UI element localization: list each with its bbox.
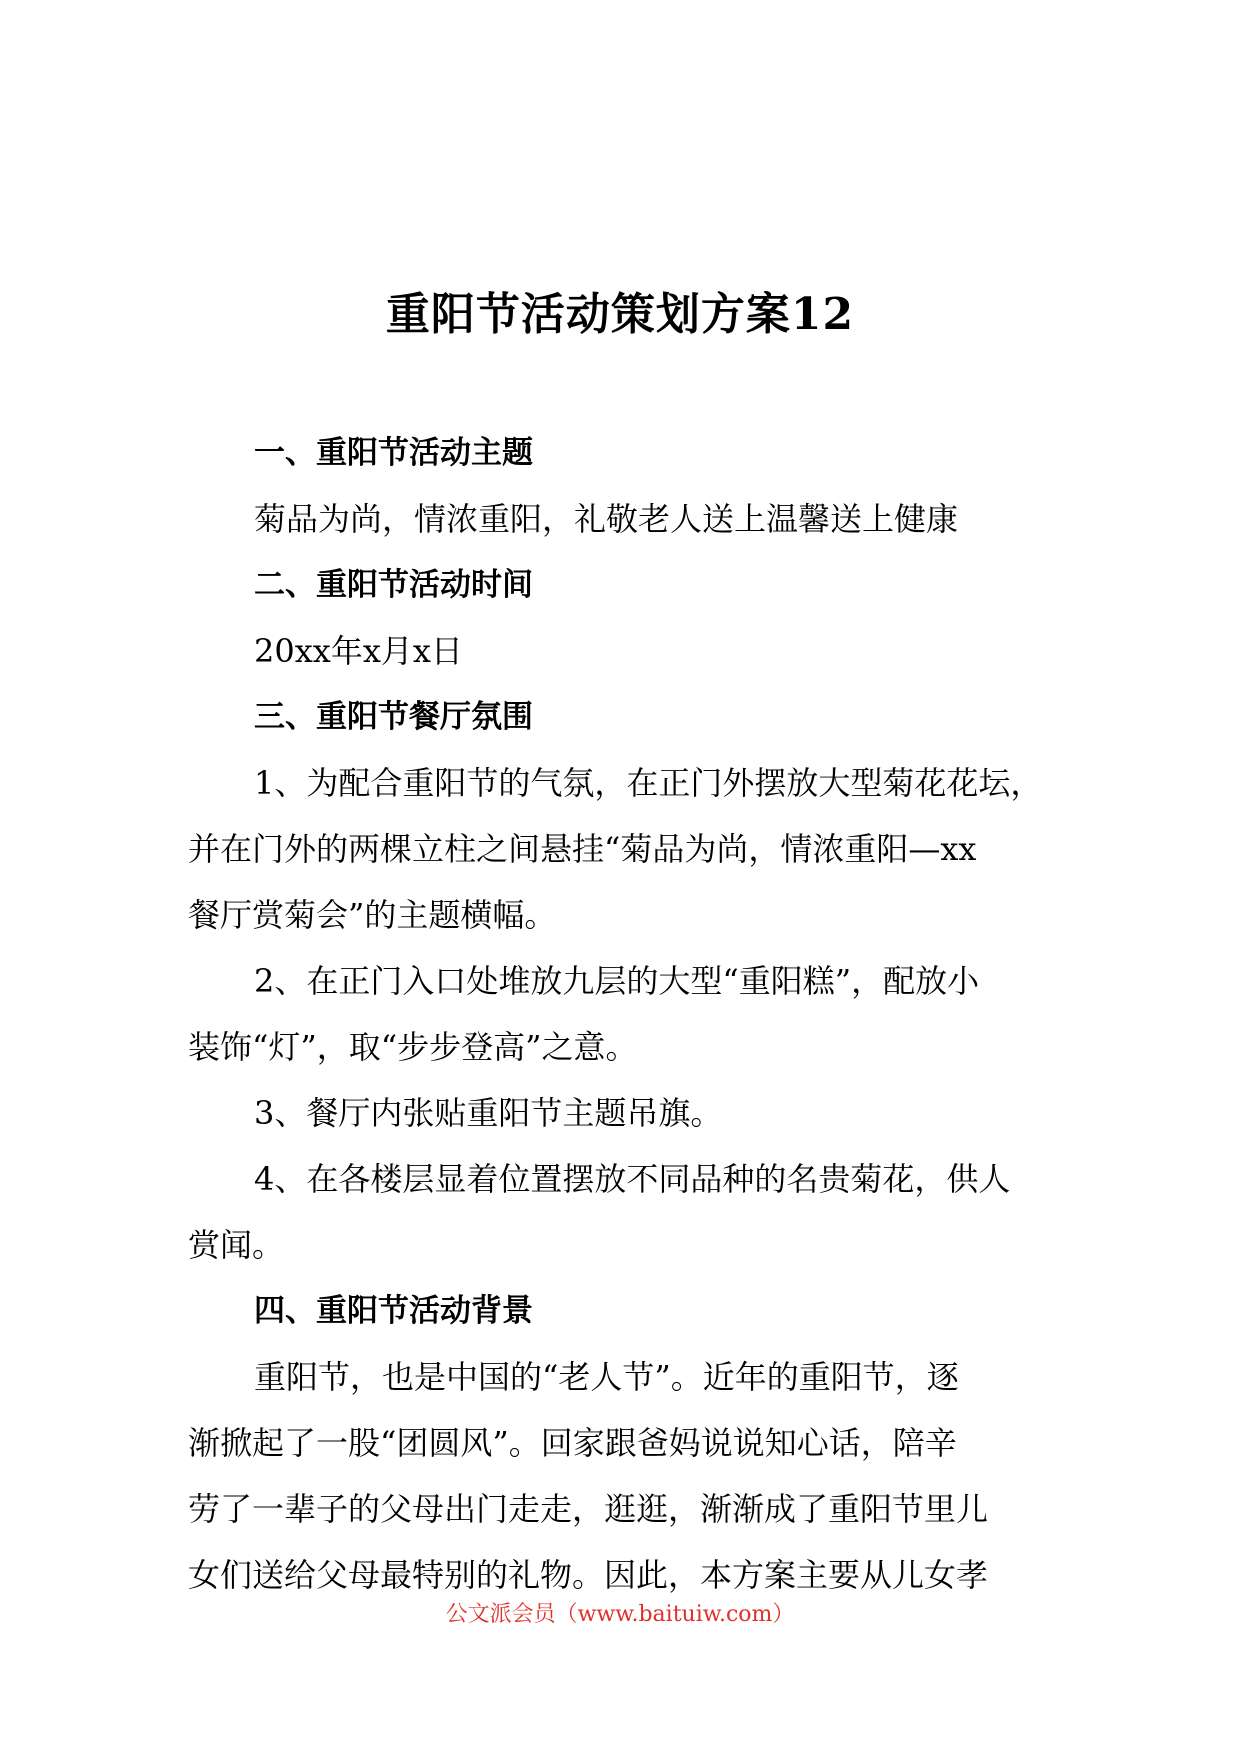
paragraph-continuation-line: 装饰“灯”，取“步步登高”之意。 xyxy=(188,1028,638,1066)
document-body xyxy=(188,420,1098,1608)
paragraph-line: 20xx年x月x日 xyxy=(254,632,463,670)
section-heading: 四、重阳节活动背景 xyxy=(254,1293,533,1329)
paragraph-continuation-line: 劳了一辈子的父母出门走走，逛逛，渐渐成了重阳节里儿 xyxy=(188,1490,989,1528)
paragraph-continuation-line: 赏闻。 xyxy=(188,1226,285,1264)
section-heading: 一、重阳节活动主题 xyxy=(254,435,533,471)
paragraph-continuation-line: 餐厅赏菊会”的主题横幅。 xyxy=(188,896,557,934)
section-heading: 三、重阳节餐厅氛围 xyxy=(254,699,533,735)
paragraph-continuation-line: 渐掀起了一股“团圆风”。回家跟爸妈说说知心话，陪辛 xyxy=(188,1424,957,1462)
document-title: 重阳节活动策划方案12 xyxy=(385,289,855,340)
paragraph-line: 4、在各楼层显着位置摆放不同品种的名贵菊花，供人 xyxy=(254,1160,1011,1198)
section-heading: 二、重阳节活动时间 xyxy=(254,567,533,603)
paragraph-line: 2、在正门入口处堆放九层的大型“重阳糕”，配放小 xyxy=(254,962,980,1000)
footer-watermark: 公文派会员（www.baituiw.com） xyxy=(445,1602,795,1627)
paragraph-line: 3、餐厅内张贴重阳节主题吊旗。 xyxy=(254,1094,723,1132)
paragraph-continuation-line: 女们送给父母最特别的礼物。因此，本方案主要从儿女孝 xyxy=(188,1556,989,1594)
paragraph-line: 菊品为尚，情浓重阳，礼敬老人送上温馨送上健康 xyxy=(254,500,959,538)
paragraph-line: 重阳节，也是中国的“老人节”。近年的重阳节，逐 xyxy=(254,1358,959,1396)
paragraph-continuation-line: 并在门外的两棵立柱之间悬挂“菊品为尚，情浓重阳—xx xyxy=(188,830,977,868)
paragraph-line: 1、为配合重阳节的气氛，在正门外摆放大型菊花花坛， xyxy=(254,764,1043,802)
